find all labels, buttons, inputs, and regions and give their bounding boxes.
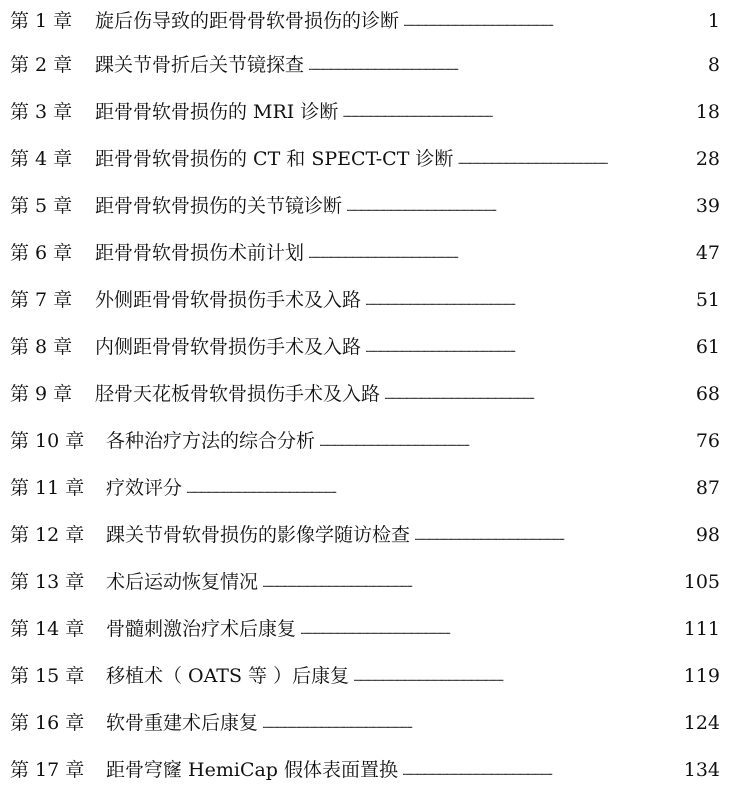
chapter-number: 第 17 章 xyxy=(10,759,85,781)
toc-entry-15[interactable] xyxy=(10,653,720,700)
toc-entry-3[interactable] xyxy=(10,89,720,136)
page-number: 28 xyxy=(695,148,720,170)
chapter-number: 第 4 章 xyxy=(10,148,73,170)
chapter-title: 各种治疗方法的综合分析 xyxy=(106,430,316,452)
dot-leader xyxy=(346,197,693,216)
page-number: 47 xyxy=(695,242,720,264)
dot-leader xyxy=(319,432,693,451)
toc-entry-1[interactable] xyxy=(10,0,720,42)
chapter-title: 外侧距骨骨软骨损伤手术及入路 xyxy=(95,289,362,311)
chapter-title: 胫骨天花板骨软骨损伤手术及入路 xyxy=(95,383,381,405)
page-number: 98 xyxy=(695,524,720,546)
dot-leader xyxy=(186,479,693,498)
chapter-title: 移植术（ OATS 等 ）后康复 xyxy=(106,665,350,687)
toc-entry-14[interactable] xyxy=(10,606,720,653)
chapter-title: 软骨重建术后康复 xyxy=(106,712,259,734)
chapter-title: 术后运动恢复情况 xyxy=(106,571,259,593)
dot-leader xyxy=(262,573,681,592)
toc-entry-9[interactable] xyxy=(10,371,720,418)
chapter-title: 踝关节骨软骨损伤的影像学随访检查 xyxy=(106,524,411,546)
chapter-number: 第 10 章 xyxy=(10,430,85,452)
page-number: 68 xyxy=(695,383,720,405)
toc-entry-8[interactable] xyxy=(10,324,720,371)
chapter-number: 第 15 章 xyxy=(10,665,85,687)
chapter-number: 第 6 章 xyxy=(10,242,73,264)
toc-entry-7[interactable] xyxy=(10,277,720,324)
page-number: 105 xyxy=(683,571,720,593)
dot-leader xyxy=(308,56,705,75)
chapter-number: 第 16 章 xyxy=(10,712,85,734)
toc-entry-13[interactable] xyxy=(10,559,720,606)
dot-leader xyxy=(353,667,681,686)
dot-leader xyxy=(457,150,692,169)
toc-entry-16[interactable] xyxy=(10,700,720,747)
chapter-title: 内侧距骨骨软骨损伤手术及入路 xyxy=(95,336,362,358)
dot-leader xyxy=(403,12,705,31)
dot-leader xyxy=(262,714,681,733)
chapter-title: 骨髓刺激治疗术后康复 xyxy=(106,618,297,640)
chapter-title: 距骨穹窿 HemiCap 假体表面置换 xyxy=(106,759,399,781)
page-number: 119 xyxy=(683,665,720,687)
chapter-number: 第 1 章 xyxy=(10,9,73,32)
toc-entry-5[interactable] xyxy=(10,183,720,230)
chapter-number: 第 2 章 xyxy=(10,54,73,76)
chapter-title: 距骨骨软骨损伤的 CT 和 SPECT-CT 诊断 xyxy=(95,148,454,170)
chapter-title: 距骨骨软骨损伤的 MRI 诊断 xyxy=(95,101,339,123)
chapter-number: 第 7 章 xyxy=(10,289,73,311)
page-number: 111 xyxy=(683,618,720,640)
dot-leader xyxy=(384,385,693,404)
toc-entry-12[interactable] xyxy=(10,512,720,559)
page-number: 124 xyxy=(683,712,720,734)
dot-leader xyxy=(402,761,681,780)
chapter-title: 距骨骨软骨损伤的关节镜诊断 xyxy=(95,195,343,217)
dot-leader xyxy=(365,338,693,357)
page-number: 39 xyxy=(695,195,720,217)
page-number: 1 xyxy=(707,9,720,32)
page-number: 76 xyxy=(695,430,720,452)
dot-leader xyxy=(300,620,681,639)
page-number: 18 xyxy=(695,101,720,123)
toc-entry-2[interactable] xyxy=(10,42,720,89)
dot-leader xyxy=(365,291,693,310)
dot-leader xyxy=(342,103,692,122)
chapter-number: 第 3 章 xyxy=(10,101,73,123)
chapter-number: 第 5 章 xyxy=(10,195,73,217)
page-number: 87 xyxy=(695,477,720,499)
chapter-number: 第 13 章 xyxy=(10,571,85,593)
chapter-number: 第 8 章 xyxy=(10,336,73,358)
page-number: 134 xyxy=(683,759,720,781)
page-number: 61 xyxy=(695,336,720,358)
table-of-contents xyxy=(10,0,720,794)
toc-entry-4[interactable] xyxy=(10,136,720,183)
chapter-title: 踝关节骨折后关节镜探查 xyxy=(95,54,305,76)
chapter-number: 第 11 章 xyxy=(10,477,85,499)
toc-entry-6[interactable] xyxy=(10,230,720,277)
dot-leader xyxy=(414,526,693,545)
chapter-title: 距骨骨软骨损伤术前计划 xyxy=(95,242,305,264)
chapter-number: 第 12 章 xyxy=(10,524,85,546)
toc-entry-11[interactable] xyxy=(10,465,720,512)
chapter-number: 第 14 章 xyxy=(10,618,85,640)
dot-leader xyxy=(308,244,693,263)
chapter-number: 第 9 章 xyxy=(10,383,73,405)
toc-entry-10[interactable] xyxy=(10,418,720,465)
page-number: 8 xyxy=(707,54,720,76)
toc-entry-17[interactable] xyxy=(10,747,720,794)
page-number: 51 xyxy=(695,289,720,311)
chapter-title: 旋后伤导致的距骨骨软骨损伤的诊断 xyxy=(95,9,400,32)
chapter-title: 疗效评分 xyxy=(106,477,183,499)
